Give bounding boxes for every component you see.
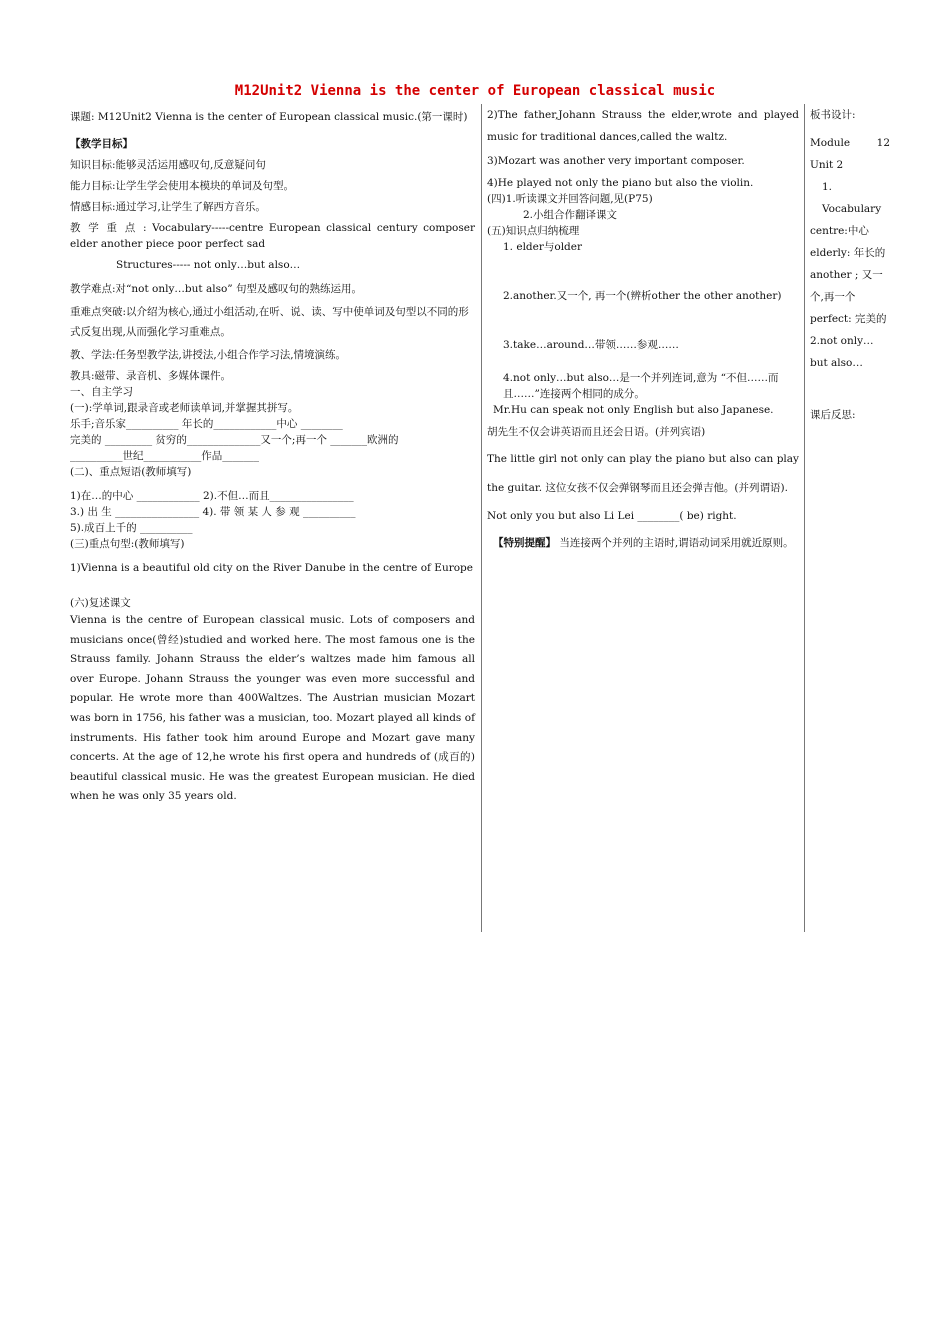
lesson-plan-column — [70, 104, 475, 812]
vocab-task: (一):学单词,跟录音或老师读单词,并掌握其拼写。 — [70, 402, 299, 414]
phrase-blank-line: 3.) 出 生 ________________ 4). 带 领 某 人 参 观 __________ — [70, 506, 356, 518]
board-design-column — [810, 104, 890, 431]
teaching-methods: 教、学法:任务型教学法,讲授法,小组合作学习法,情境演练。 — [70, 349, 347, 361]
key-sentence: 4)He played not only the piano but also the violin. — [487, 177, 754, 189]
exercise-sentence: Not only you but also Li Lei ________( be) right. — [487, 510, 737, 522]
phrase-blank-line: 1)在…的中心 ____________ 2).不但…而且________________ — [70, 490, 354, 502]
retell-passage: Vienna is the centre of European classical music. Lots of composers and musicians once(曾经)studied and worked here. The most famous one is the Strauss family. Johann Strauss the elder’s waltzes made him famous all over Europe. Johann Strauss the younger was even more successful and popular. He wrote more than 400Waltzes. The Austrian musician Mozart was born in 1756, his father was a musician, too. Mozart played all kinds of instruments. His father took him around Europe and Mozart gave many concerts. At the age of 12,he wrote his first opera and hundreds of (成百的) beautiful classical music. He was the greatest European musician. He died when he was only 35 years old. — [70, 614, 475, 803]
phrase-blank-line: 5).成百上千的 __________ — [70, 522, 193, 534]
key-sentence: 2)The father,Johann Strauss the elder,wrote and played music for traditional dances,called the waltz. — [487, 109, 799, 143]
tip-text: 当连接两个并列的主语时,谓语动词采用就近原则。 — [556, 537, 794, 549]
key-sentence: 3)Mozart was another very important composer. — [487, 155, 745, 167]
task-translate: 2.小组合作翻译课文 — [523, 209, 618, 221]
goal-knowledge: 知识目标:能够灵活运用感叹句,反意疑问句 — [70, 159, 266, 171]
lesson-plan-column-2 — [487, 104, 799, 563]
column-divider — [481, 104, 482, 932]
board-item: 2.not only…but also… — [810, 335, 874, 369]
sentences-heading: (三)重点句型:(教师填写) — [70, 538, 185, 550]
summary-heading: (五)知识点归纳梳理 — [487, 225, 580, 237]
example-sentence: The little girl not only can play the piano but also can play the guitar. 这位女孩不仅会弹钢琴而且还会弹吉他。(并列谓语). — [487, 453, 799, 494]
phrases-heading: (二)、重点短语(教师填写) — [70, 466, 192, 478]
key-structures: Structures----- not only…but also… — [116, 259, 301, 271]
retell-heading: (六)复述课文 — [70, 597, 131, 609]
example-translation: 胡先生不仅会讲英语而且还会日语。(并列宾语) — [487, 426, 706, 438]
knowledge-point: 1. elder与older — [503, 241, 583, 253]
example-sentence: Mr.Hu can speak not only English but also Japanese. — [493, 404, 774, 416]
board-item: another ; 又一个,再一个 — [810, 269, 883, 303]
tip-heading: 【特别提醒】 — [493, 537, 556, 549]
goal-ability: 能力目标:让学生学会使用本模块的单词及句型。 — [70, 180, 295, 192]
key-points: 教 学 重 点 : Vocabulary-----centre European classical century composer elder another piece poor perfect sad — [70, 222, 475, 250]
vocab-blank-line: 完美的 _________ 贫穷的______________又一个;再一个 _______欧洲的 — [70, 434, 399, 446]
board-item: 1. Vocabulary — [822, 181, 882, 215]
document-title: M12Unit2 Vienna is the center of European classical music — [234, 83, 716, 99]
knowledge-point: 2.another.又一个, 再一个(辨析other the other another) — [503, 290, 782, 302]
key-sentence: 1)Vienna is a beautiful old city on the River Danube in the centre of Europe — [70, 562, 473, 574]
goal-emotion: 情感目标:通过学习,让学生了解西方音乐。 — [70, 201, 266, 213]
board-heading: 板书设计: — [810, 109, 856, 121]
vocab-blank-line: 乐手;音乐家__________ 年长的____________中心 ________ — [70, 418, 343, 430]
column-divider — [804, 104, 805, 932]
knowledge-point: 4.not only…but also…是一个并列连词,意为 “不但……而且……”连接两个相同的成分。 — [503, 372, 779, 400]
reflection-heading: 课后反思: — [810, 409, 856, 421]
self-study-heading: 一、自主学习 — [70, 386, 133, 398]
teaching-tools: 教具:磁带、录音机、多媒体课件。 — [70, 370, 232, 382]
board-item: centre:中心 — [810, 225, 869, 237]
goals-heading: 【教学目标】 — [70, 138, 133, 150]
vocab-blank-line: __________世纪___________作品_______ — [70, 450, 259, 462]
board-item: perfect: 完美的 — [810, 313, 887, 325]
breakthrough: 重难点突破:以介绍为核心,通过小组活动,在听、说、读、写中使单词及句型以不同的形式反复出现,从而强化学习重难点。 — [70, 306, 469, 338]
task-listen: (四)1.听读课文并回答问题,见(P75) — [487, 193, 653, 205]
difficult-points: 教学难点:对“not only…but also” 句型及感叹句的熟练运用。 — [70, 283, 362, 295]
knowledge-point: 3.take…around…带领……参观…… — [503, 339, 679, 351]
board-module: Module 12 Unit 2 — [810, 137, 890, 171]
lesson-topic: 课题: M12Unit2 Vienna is the center of European classical music.(第一课时) — [70, 111, 468, 123]
board-item: elderly: 年长的 — [810, 247, 886, 259]
